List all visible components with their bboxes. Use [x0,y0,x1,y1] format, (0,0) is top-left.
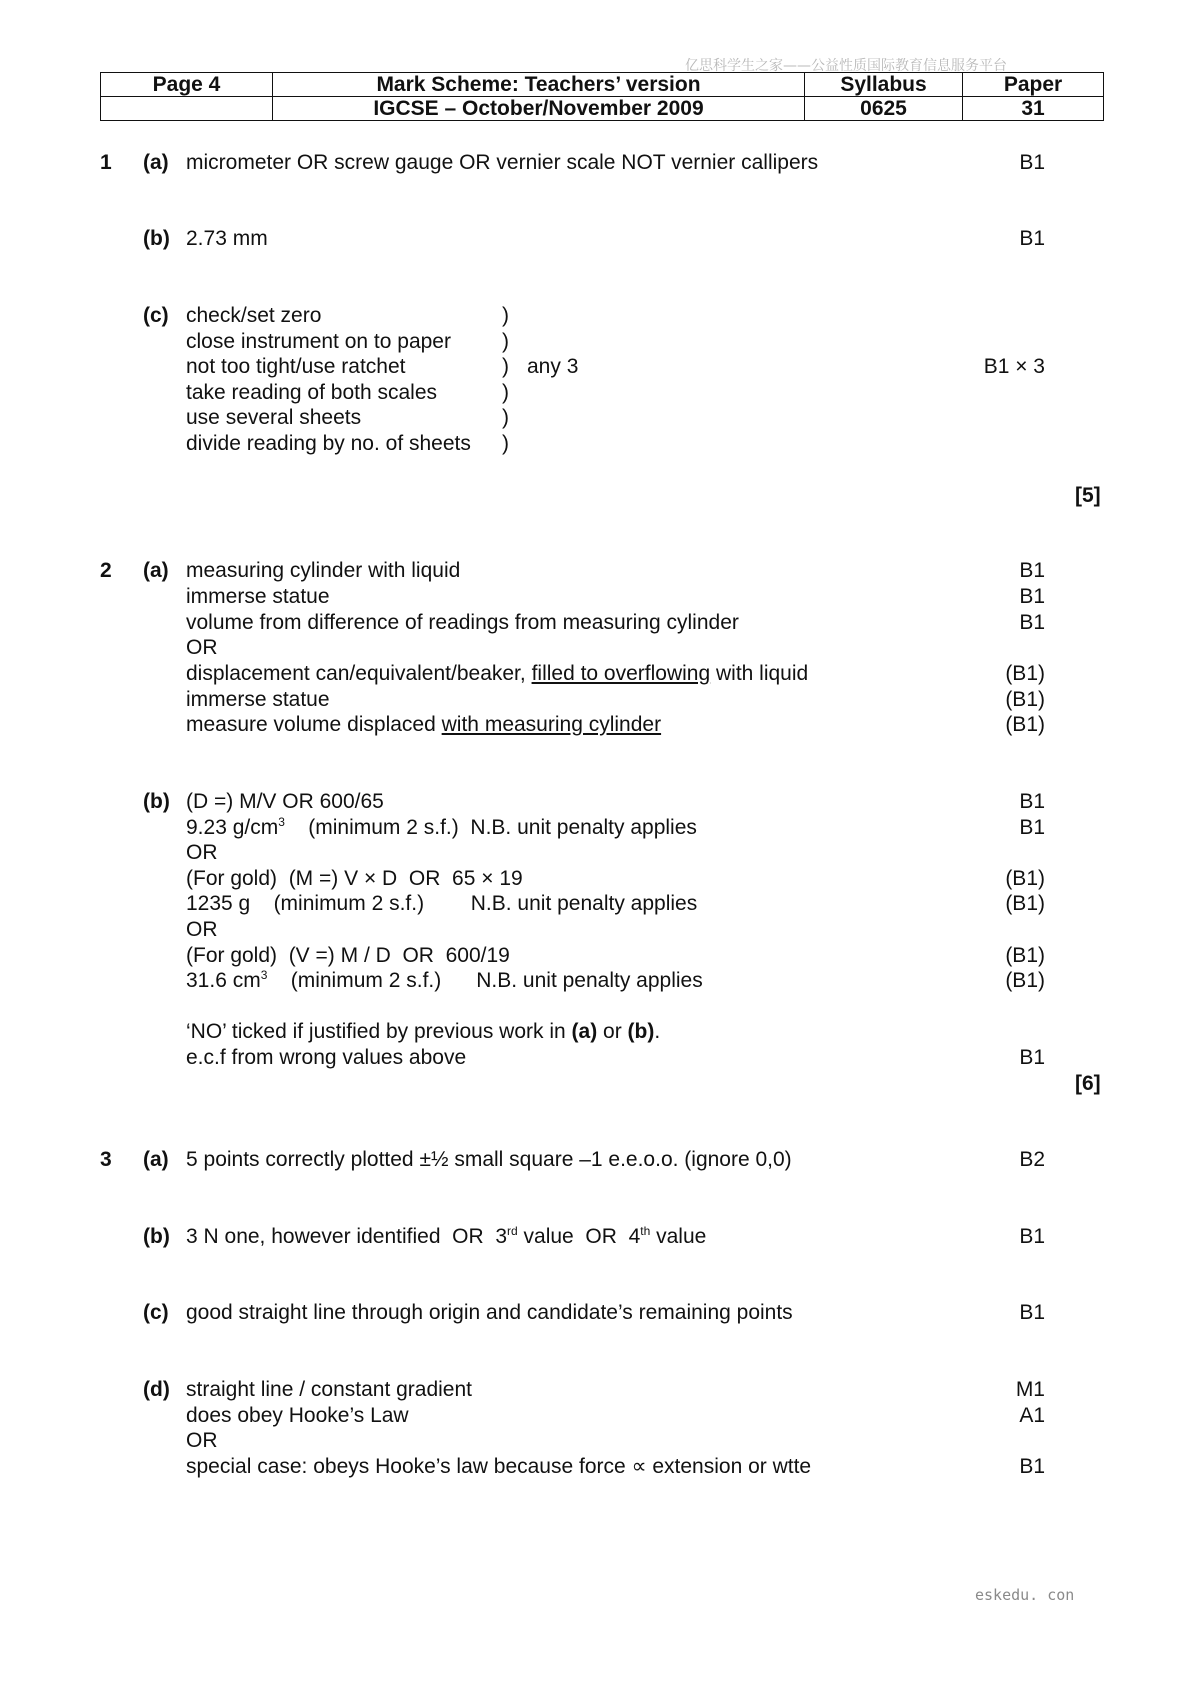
q2b-line: (D =) M/V OR 600/65 [186,790,384,813]
q1a-text: micrometer OR screw gauge OR vernier scale NOT vernier callipers [186,151,819,174]
q1c-bracket: ) [502,432,509,455]
header-empty [101,97,273,121]
q2a-underlined: with measuring cylinder [441,713,662,736]
q3d-line: does obey Hooke’s Law [186,1404,409,1427]
q1c-bracket: ) [502,406,509,429]
q3d-mark: M1 [1015,1378,1045,1401]
header-exam: IGCSE – October/November 2009 [273,97,805,121]
q1-number: 1 [100,151,112,174]
q3b-label: (b) [143,1225,170,1248]
q2b-text: (minimum 2 s.f.) N.B. unit penalty applies [284,816,697,839]
q3b-text-part: value OR 4 [517,1225,641,1248]
q2a-line [186,661,808,687]
q2-number: 2 [100,559,112,582]
q3d-line: special case: obeys Hooke’s law because force ∝ extension or wtte [186,1455,812,1478]
header-title: Mark Scheme: Teachers’ version [273,73,805,97]
q1c-bracket: ) [502,355,509,378]
q1c-mark: B1 × 3 [983,355,1045,378]
q1c-item: not too tight/use ratchet [186,355,406,378]
q1c-bracket: ) [502,330,509,353]
q2b-mark: (B1) [1005,892,1045,915]
q1a-label: (a) [143,151,169,174]
q2a-line: volume from difference of readings from measuring cylinder [186,611,739,634]
q2-total: [6] [1075,1072,1101,1095]
q1c-bracket: ) [502,304,509,327]
q2b-mark: (B1) [1005,944,1045,967]
q2b-mark: B1 [1019,790,1045,813]
q2a-label: (a) [143,559,169,582]
q3d-or: OR [186,1429,218,1452]
q2b-line: (For gold) (V =) M / D OR 600/19 [186,944,510,967]
q2a-line: immerse statue [186,585,330,608]
q1c-item: check/set zero [186,304,322,327]
q2a-text: displacement can/equivalent/beaker, [186,662,532,685]
q2b-text: (minimum 2 s.f.) N.B. unit penalty applies [267,969,703,992]
q1-total: [5] [1075,484,1101,507]
q3-number: 3 [100,1148,112,1171]
q3c-mark: B1 [1019,1301,1045,1324]
q1c-item: divide reading by no. of sheets [186,432,471,455]
q2a-mark: B1 [1019,585,1045,608]
q1c-bracket: ) [502,381,509,404]
q2b-mark: B1 [1019,816,1045,839]
q2a-underlined: filled to overflowing [531,662,711,685]
q3d-line: straight line / constant gradient [186,1378,473,1401]
q2b-ref-a: (a) [571,1020,598,1043]
header-table [100,72,1104,121]
q2b-ref-b: (b) [627,1020,655,1043]
q1c-item: close instrument on to paper [186,330,451,353]
q3d-mark: B1 [1019,1455,1045,1478]
header-syllabus-label: Syllabus [805,73,963,97]
header-syllabus: 0625 [805,97,963,121]
q2b-mark: (B1) [1005,969,1045,992]
q1c-item: use several sheets [186,406,362,429]
q1c-any: any 3 [527,355,579,378]
watermark-top: 亿思科学生之家——公益性质国际教育信息服务平台 [685,58,1007,74]
q2a-mark: (B1) [1005,662,1045,685]
q2b-text: or [597,1020,628,1043]
q2b-or: OR [186,918,218,941]
q3a-label: (a) [143,1148,169,1171]
header-paper-label: Paper [963,73,1104,97]
watermark-bottom: eskedu. con [975,1586,1075,1604]
q3b-superscript: rd [507,1224,518,1238]
q2b-or: OR [186,841,218,864]
q1c-item: take reading of both scales [186,381,437,404]
q1c-label: (c) [143,304,169,327]
q2b-label: (b) [143,790,170,813]
header-page: Page 4 [101,73,273,97]
q3d-mark: A1 [1019,1404,1045,1427]
q3b-superscript: th [640,1224,651,1238]
q1b-mark: B1 [1019,227,1045,250]
q1b-text: 2.73 mm [186,227,268,250]
q2a-mark: (B1) [1005,688,1045,711]
q1b-label: (b) [143,227,170,250]
q2a-line: measuring cylinder with liquid [186,559,461,582]
q2b-mark: (B1) [1005,867,1045,890]
q2b-line: 1235 g (minimum 2 s.f.) N.B. unit penalty applies [186,892,698,915]
q2b-mark: B1 [1019,1046,1045,1069]
q2b-text: ‘NO’ ticked if justified by previous work in [186,1020,572,1043]
q2b-line: e.c.f from wrong values above [186,1046,467,1069]
q2b-superscript: 3 [260,968,268,982]
q2a-mark: (B1) [1005,713,1045,736]
q2a-text: measure volume displaced [186,713,442,736]
q2b-line [186,1019,660,1045]
q2a-mark: B1 [1019,559,1045,582]
q2b-superscript: 3 [278,815,285,829]
q2b-line [186,815,697,841]
q3a-text: 5 points correctly plotted ±½ small square –1 e.e.o.o. (ignore 0,0) [186,1148,792,1171]
q2a-mark: B1 [1019,611,1045,634]
q2b-text: 9.23 g/cm [186,816,279,839]
q3c-text: good straight line through origin and candidate’s remaining points [186,1301,793,1324]
q2a-line [186,712,661,738]
q2b-text: . [654,1020,661,1043]
q1a-mark: B1 [1019,151,1045,174]
q2b-line: (For gold) (M =) V × D OR 65 × 19 [186,867,523,890]
q3b-text [186,1224,706,1250]
q2a-line: immerse statue [186,688,330,711]
q3b-text-part: value [650,1225,707,1248]
q2b-text: 31.6 cm [186,969,261,992]
q3b-mark: B1 [1019,1225,1045,1248]
q3d-label: (d) [143,1378,170,1401]
q2a-text: with liquid [710,662,809,685]
q3b-text-part: 3 N one, however identified OR 3 [186,1225,508,1248]
q2a-or: OR [186,636,218,659]
header-paper: 31 [963,97,1104,121]
q2b-line [186,968,703,994]
q3a-mark: B2 [1019,1148,1045,1171]
q3c-label: (c) [143,1301,169,1324]
